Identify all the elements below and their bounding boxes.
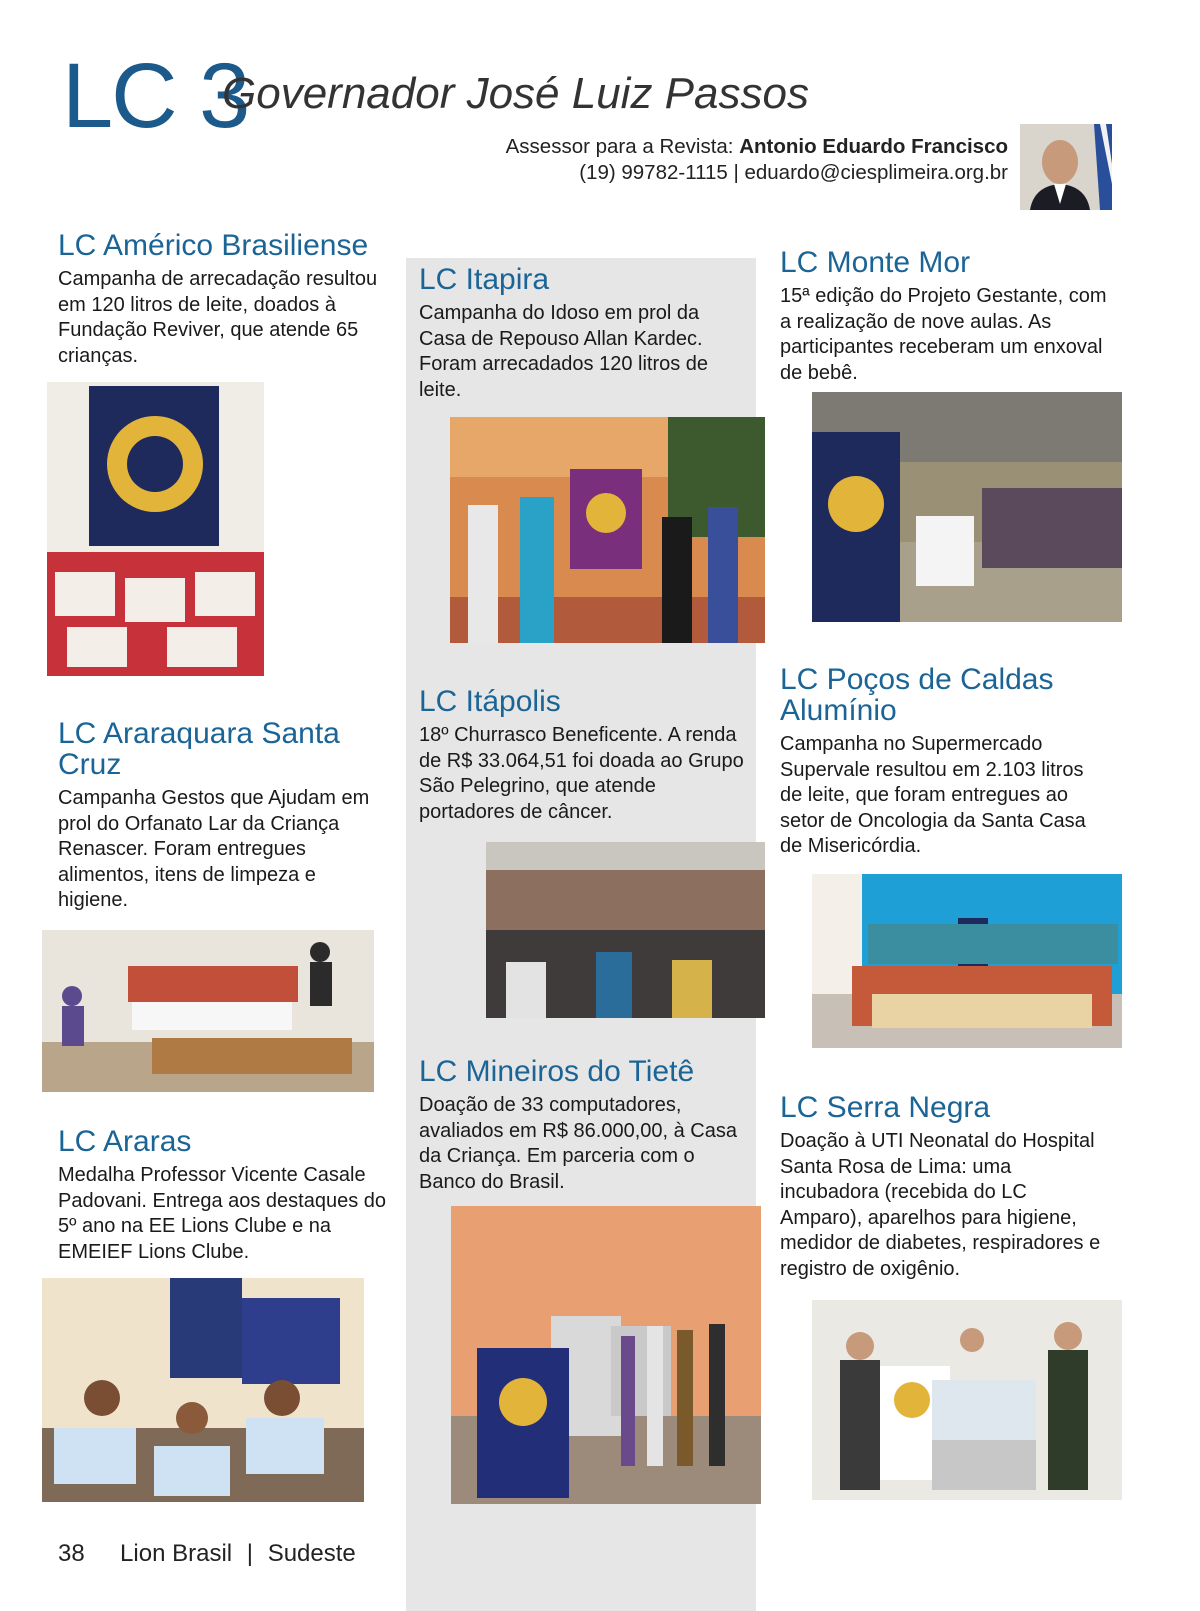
footer-separator: |	[246, 1540, 254, 1567]
photo-serra-negra-incubator	[812, 1300, 1122, 1500]
club-title: LC Monte Mor	[780, 246, 971, 279]
section-name: Sudeste	[267, 1540, 356, 1567]
club-pocos-de-caldas-aluminio	[780, 664, 1110, 860]
photo-pocos-milk-donation	[812, 874, 1122, 1048]
club-title: LC Itapira	[419, 263, 550, 296]
club-americo-brasiliense	[58, 230, 388, 369]
club-monte-mor	[780, 247, 1110, 386]
district-number: LC 3	[62, 45, 249, 147]
club-itapolis	[419, 686, 749, 825]
photo-mineiros-computers	[451, 1206, 761, 1504]
photo-araras-students-certificates	[42, 1278, 364, 1502]
club-title: LC Serra Negra	[780, 1091, 991, 1124]
photo-americo-banner-donations	[47, 382, 264, 676]
club-text: Campanha de arrecadação resultou em 120 litros de leite, doados à Fundação Reviver, que atende 65 crianças.	[58, 268, 378, 367]
club-text: Campanha Gestos que Ajudam em prol do Orfanato Lar da Criança Renascer. Foram entregues alimentos, itens de limpeza e higiene.	[58, 787, 370, 912]
club-araras	[58, 1126, 388, 1265]
governor-name: Governador José Luiz Passos	[222, 69, 809, 118]
club-title: LC Américo Brasiliense	[58, 229, 369, 262]
club-title: LC Poços de Caldas Alumínio	[780, 663, 1054, 727]
club-text: 15ª edição do Projeto Gestante, com a realização de nove aulas. As participantes receberam um enxoval de bebê.	[780, 285, 1107, 384]
photo-araraquara-donations	[42, 930, 374, 1092]
page-number: 38	[58, 1540, 85, 1567]
club-mineiros-do-tiete	[419, 1056, 749, 1195]
assessor-block	[480, 134, 1008, 186]
club-title: LC Mineiros do Tietê	[419, 1055, 695, 1088]
club-text: Doação à UTI Neonatal do Hospital Santa Rosa de Lima: uma incubadora (recebida do LC Amparo), aparelhos para higiene, medidor de diabetes, respiradores e registro de oxigênio.	[780, 1130, 1101, 1280]
club-araraquara-santa-cruz	[58, 718, 388, 914]
page-footer	[58, 1540, 356, 1568]
publication-name: Lion Brasil	[120, 1540, 233, 1567]
club-serra-negra	[780, 1092, 1110, 1283]
club-text: Campanha no Supermercado Supervale resultou em 2.103 litros de leite, que foram entregues ao setor de Oncologia da Santa Casa de Misericórdia.	[780, 733, 1086, 858]
club-text: Campanha do Idoso em prol da Casa de Repouso Allan Kardec. Foram arrecadados 120 litros de leite.	[419, 302, 709, 401]
photo-itapira-members-banner	[450, 417, 765, 643]
photo-itapolis-crowd	[486, 842, 765, 1018]
club-itapira	[419, 264, 749, 403]
assessor-contact: (19) 99782-1115 | eduardo@ciesplimeira.org.br	[579, 161, 1008, 184]
club-title: LC Itápolis	[419, 685, 561, 718]
club-text: Doação de 33 computadores, avaliados em R$ 86.000,00, à Casa da Criança. Em parceria com o Banco do Brasil.	[419, 1094, 737, 1193]
club-text: 18º Churrasco Beneficente. A renda de R$ 33.064,51 foi doada ao Grupo São Pelegrino, que atende portadores de câncer.	[419, 724, 744, 823]
club-text: Medalha Professor Vicente Casale Padovani. Entrega aos destaques do 5º ano na EE Lions Clube e na EMEIEF Lions Clube.	[58, 1164, 387, 1263]
club-title: LC Araraquara Santa Cruz	[58, 717, 340, 781]
club-title: LC Araras	[58, 1125, 192, 1158]
assessor-portrait	[1020, 124, 1112, 210]
photo-monte-mor-event	[812, 392, 1122, 622]
assessor-name: Antonio Eduardo Francisco	[739, 135, 1008, 158]
assessor-label: Assessor para a Revista:	[505, 135, 734, 158]
